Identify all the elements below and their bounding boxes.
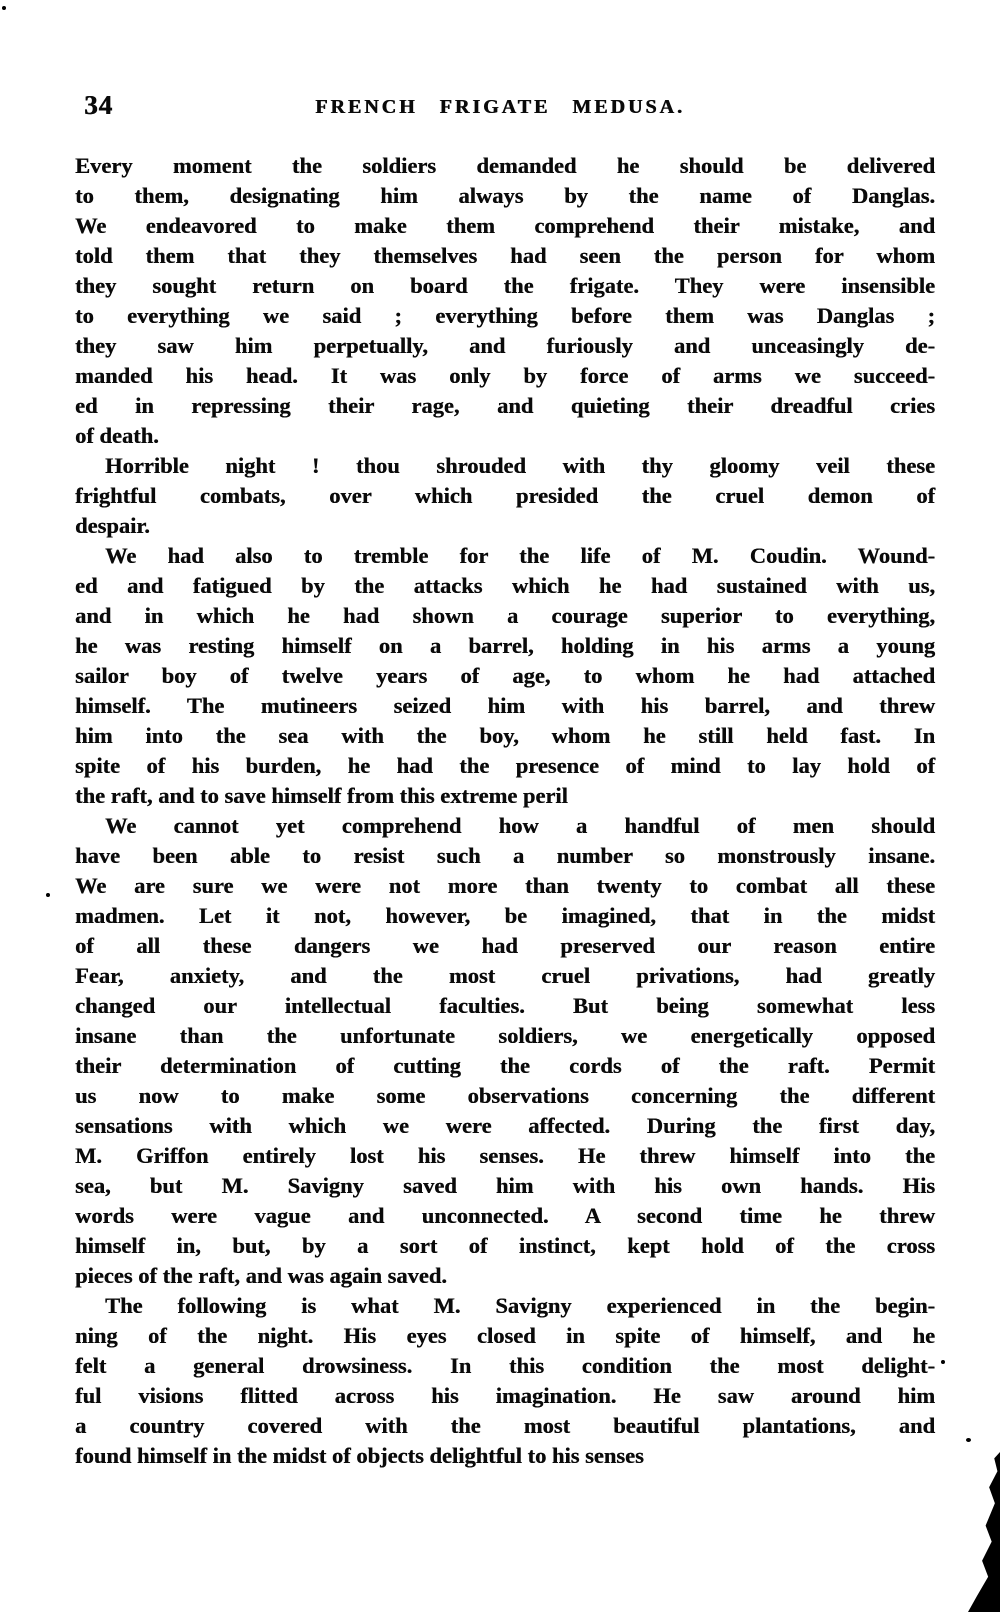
text-line: to them, designating him always by the name of Danglas.: [75, 183, 935, 208]
text-line: manded his head. It was only by force of arms we succeed-: [75, 363, 935, 388]
text-line: have been able to resist such a number so monstrously insane.: [75, 843, 935, 868]
text-line: changed our intellectual faculties. But being somewhat less: [75, 993, 935, 1018]
text-line: sea, but M. Savigny saved him with his own hands. His: [75, 1173, 935, 1198]
text-line: ed in repressing their rage, and quieting their dreadful cries: [75, 393, 935, 418]
scan-speck: [46, 893, 50, 897]
text-line: ed and fatigued by the attacks which he had sustained with us,: [75, 573, 935, 598]
page-number: 34: [84, 90, 113, 120]
text-line: felt a general drowsiness. In this condition the most delight-: [75, 1353, 935, 1378]
text-line: Horrible night ! thou shrouded with thy gloomy veil these: [105, 453, 935, 478]
text-line: sailor boy of twelve years of age, to whom he had attached: [75, 663, 935, 688]
scan-speck: [966, 1438, 971, 1442]
text-line: Fear, anxiety, and the most cruel privations, had greatly: [75, 963, 935, 988]
text-line: The following is what M. Savigny experienced in the begin-: [105, 1293, 935, 1318]
scan-ink-blotch: [968, 1452, 1000, 1612]
text-line: We had also to tremble for the life of M. Coudin. Wound-: [105, 543, 935, 568]
text-line: him into the sea with the boy, whom he still held fast. In: [75, 723, 935, 748]
text-line: told them that they themselves had seen the person for whom: [75, 243, 935, 268]
text-line: M. Griffon entirely lost his senses. He threw himself into the: [75, 1143, 935, 1168]
text-line: himself in, but, by a sort of instinct, kept hold of the cross: [75, 1233, 935, 1258]
scan-speck: [2, 6, 6, 10]
text-line: ful visions flitted across his imagination. He saw around him: [75, 1383, 935, 1408]
text-line: and in which he had shown a courage superior to everything,: [75, 603, 935, 628]
text-line: despair.: [75, 513, 150, 538]
body-text: [75, 151, 935, 1471]
text-line: Every moment the soldiers demanded he should be delivered: [75, 153, 935, 178]
text-line: of all these dangers we had preserved our reason entire: [75, 933, 935, 958]
text-line: We endeavored to make them comprehend their mistake, and: [75, 213, 935, 238]
scan-speck: [941, 1360, 945, 1364]
text-line: he was resting himself on a barrel, holding in his arms a young: [75, 633, 935, 658]
running-header: FRENCH FRIGATE MEDUSA.: [315, 96, 685, 118]
text-line: himself. The mutineers seized him with his barrel, and threw: [75, 693, 935, 718]
text-line: frightful combats, over which presided the cruel demon of: [75, 483, 935, 508]
text-line: madmen. Let it not, however, be imagined, that in the midst: [75, 903, 935, 928]
text-line: pieces of the raft, and was again saved.: [75, 1263, 447, 1288]
text-line: insane than the unfortunate soldiers, we energetically opposed: [75, 1023, 935, 1048]
text-line: the raft, and to save himself from this extreme peril: [75, 783, 568, 808]
text-line: they sought return on board the frigate. They were insensible: [75, 273, 935, 298]
text-line: ning of the night. His eyes closed in spite of himself, and he: [75, 1323, 935, 1348]
text-line: to everything we said ; everything before them was Danglas ;: [75, 303, 935, 328]
text-line: found himself in the midst of objects delightful to his senses: [75, 1443, 644, 1468]
text-line: their determination of cutting the cords of the raft. Permit: [75, 1053, 935, 1078]
text-line: a country covered with the most beautiful plantations, and: [75, 1413, 935, 1438]
text-line: spite of his burden, he had the presence of mind to lay hold of: [75, 753, 935, 778]
text-line: sensations with which we were affected. During the first day,: [75, 1113, 935, 1138]
text-line: they saw him perpetually, and furiously and unceasingly de-: [75, 333, 935, 358]
text-line: We are sure we were not more than twenty to combat all these: [75, 873, 935, 898]
text-line: We cannot yet comprehend how a handful of men should: [105, 813, 935, 838]
text-line: of death.: [75, 423, 159, 448]
text-line: us now to make some observations concerning the different: [75, 1083, 935, 1108]
text-line: words were vague and unconnected. A second time he threw: [75, 1203, 935, 1228]
